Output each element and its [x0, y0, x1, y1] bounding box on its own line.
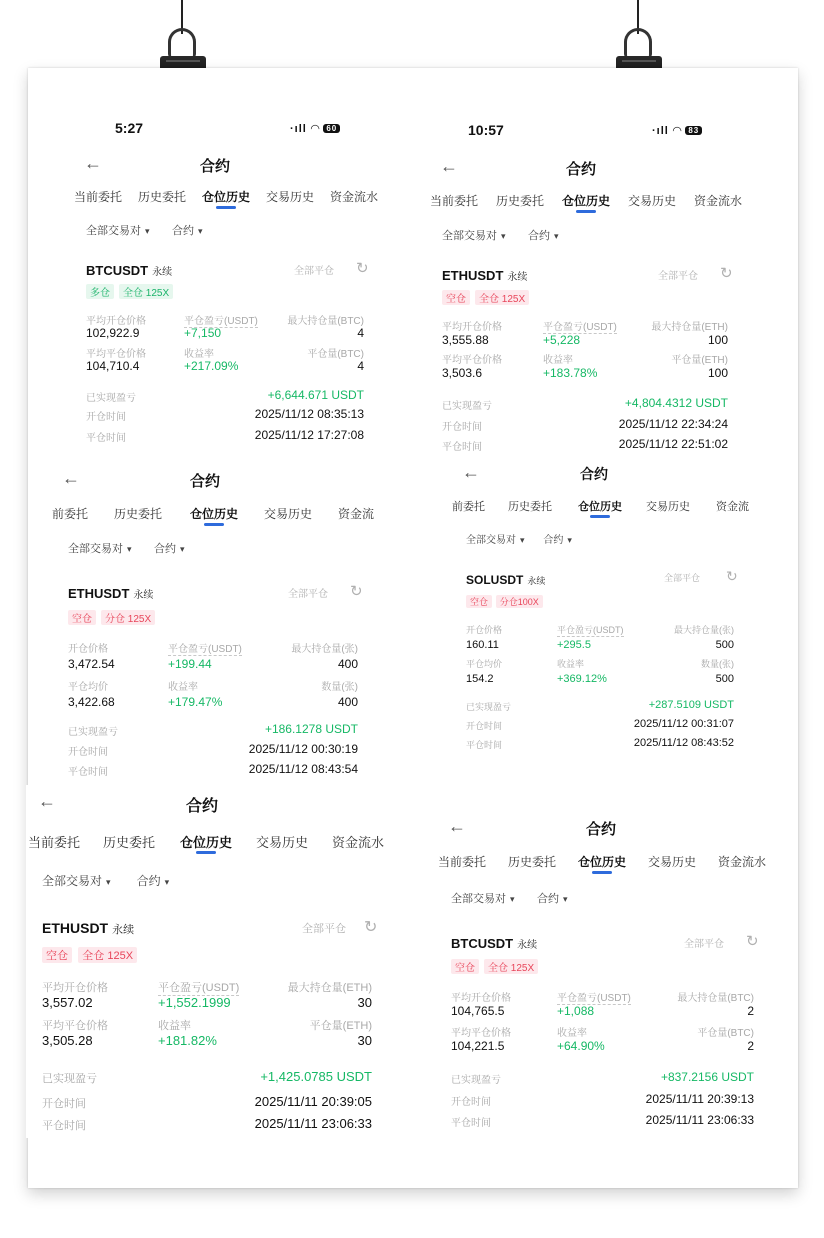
back-arrow-icon[interactable]: ← [448, 816, 466, 836]
close-time-label: 平仓时间 [466, 740, 503, 750]
roi-value: +217.09% [184, 359, 239, 373]
roi-value: +181.82% [158, 1033, 217, 1048]
close-pnl-label: 平仓盈亏(USDT) [557, 625, 624, 635]
chevron-down-icon: ▾ [563, 894, 568, 904]
filter-label: 全部交易对 [68, 543, 123, 555]
back-arrow-icon[interactable]: ← [462, 462, 480, 482]
tab-2[interactable]: 仓位历史 [578, 501, 622, 513]
active-tab-indicator [590, 515, 610, 518]
tab-2[interactable]: 仓位历史 [562, 194, 611, 208]
status-time: 5:27 [115, 120, 144, 136]
close-pnl-label: 平仓盈亏(USDT) [543, 318, 617, 334]
realized-pnl-value: +1,425.0785 USDT [260, 1069, 372, 1084]
filter-all-pairs-dropdown[interactable] [86, 222, 150, 238]
close-all-button[interactable]: 全部平仓 [658, 271, 698, 282]
symbol-name: ETHUSDT [442, 268, 504, 283]
filter-label: 合约 [154, 543, 176, 555]
chevron-down-icon: ▾ [501, 231, 506, 241]
symbol-row [68, 585, 153, 603]
filter-contract-dropdown[interactable] [543, 531, 572, 546]
close-all-button[interactable]: 全部平仓 [684, 939, 724, 950]
signal-icon: ·ıll [652, 125, 669, 137]
position-history-panel [26, 785, 386, 1138]
close-qty-value: 400 [337, 695, 358, 709]
tab-1[interactable]: 历史委托 [103, 835, 156, 850]
active-tab-indicator [592, 871, 612, 874]
symbol-name: BTCUSDT [451, 936, 514, 951]
chevron-down-icon: ▾ [554, 231, 559, 241]
symbol-row [442, 267, 527, 285]
chevron-down-icon: ▾ [180, 544, 185, 554]
symbol-name: BTCUSDT [86, 263, 149, 278]
realized-pnl-value: +287.5109 USDT [648, 699, 734, 711]
realized-pnl-value: +837.2156 USDT [660, 1070, 754, 1084]
close-all-button[interactable]: 全部平仓 [294, 266, 334, 277]
symbol-row [86, 262, 172, 280]
filter-all-pairs-dropdown[interactable] [442, 227, 506, 243]
filter-label: 合约 [537, 893, 559, 905]
filter-contract-dropdown[interactable] [172, 222, 203, 238]
roi-value: +64.90% [557, 1039, 605, 1053]
margin-leverage-badge: 全仓 125X [484, 959, 538, 974]
open-time-label: 开仓时间 [451, 1097, 491, 1108]
close-time-value: 2025/11/12 22:51:02 [618, 437, 728, 451]
max-qty-value: 30 [357, 995, 372, 1010]
realized-pnl-label: 已实现盈亏 [86, 393, 136, 404]
tab-1[interactable]: 历史委托 [138, 190, 187, 204]
close-time-value: 2025/11/12 08:43:54 [248, 762, 358, 776]
max-qty-value: 4 [357, 326, 364, 340]
roi-label: 收益率 [168, 682, 198, 693]
filter-contract-dropdown[interactable] [154, 540, 185, 556]
margin-leverage-badge: 全仓 125X [78, 947, 137, 963]
max-qty-label: 最大持仓量(张) [291, 644, 358, 655]
roi-value: +183.78% [543, 366, 598, 380]
max-qty-value: 100 [707, 333, 728, 347]
filter-label: 合约 [528, 230, 550, 242]
close-all-button[interactable]: 全部平仓 [288, 589, 328, 600]
close-price-value: 3,505.28 [42, 1033, 93, 1048]
tab-4[interactable]: 资金流水 [718, 855, 767, 869]
perpetual-label: 永续 [152, 267, 173, 278]
close-price-label: 平均平仓价格 [42, 1020, 108, 1032]
filter-label: 合约 [172, 225, 194, 237]
tab-0[interactable]: 当前委托 [74, 190, 123, 204]
side-badge: 空仓 [68, 610, 96, 625]
close-qty-label: 平仓量(BTC) [697, 1028, 754, 1039]
perpetual-label: 永续 [517, 940, 538, 951]
chevron-down-icon: ▾ [567, 535, 572, 545]
battery-icon: 60 [323, 124, 340, 133]
filter-label: 合约 [543, 535, 564, 546]
close-price-value: 154.2 [466, 673, 494, 685]
tab-3[interactable]: 交易历史 [646, 501, 690, 513]
open-price-value: 160.11 [466, 639, 499, 651]
wifi-icon: ◠ [672, 125, 683, 137]
tab-4[interactable]: 资金流 [338, 507, 375, 521]
max-qty-value: 400 [337, 657, 358, 671]
close-pnl-value: +199.44 [168, 657, 212, 671]
page-title: 合约 [566, 161, 597, 178]
open-price-value: 3,472.54 [68, 657, 115, 671]
side-badge: 空仓 [42, 947, 72, 963]
back-arrow-icon[interactable]: ← [440, 156, 458, 176]
roi-label: 收益率 [557, 659, 585, 669]
roi-label: 收益率 [184, 349, 214, 360]
tab-1[interactable]: 历史委托 [508, 855, 557, 869]
close-price-label: 平仓均价 [466, 659, 503, 669]
filter-all-pairs-dropdown[interactable] [466, 531, 525, 546]
close-price-value: 3,503.6 [442, 366, 483, 380]
close-price-label: 平均平仓价格 [86, 349, 146, 360]
close-price-label: 平均平仓价格 [442, 355, 502, 366]
open-time-value: 2025/11/12 00:31:07 [633, 718, 734, 730]
close-pnl-label: 平仓盈亏(USDT) [184, 312, 258, 328]
realized-pnl-value: +186.1278 USDT [264, 722, 358, 736]
close-pnl-label: 平仓盈亏(USDT) [168, 640, 242, 656]
symbol-name: SOLUSDT [466, 573, 524, 587]
chevron-down-icon: ▾ [198, 226, 203, 236]
page-title: 合约 [190, 473, 221, 490]
wifi-icon: ◠ [310, 123, 321, 135]
close-price-value: 104,710.4 [86, 359, 140, 373]
close-qty-value: 100 [707, 366, 728, 380]
open-time-label: 开仓时间 [86, 412, 126, 423]
close-qty-value: 2 [747, 1039, 754, 1053]
open-time-label: 开仓时间 [68, 747, 108, 758]
back-arrow-icon[interactable]: ← [84, 153, 102, 173]
open-time-value: 2025/11/12 00:30:19 [248, 742, 358, 756]
open-price-value: 102,922.9 [86, 326, 140, 340]
realized-pnl-value: +6,644.671 USDT [267, 388, 364, 402]
page-title: 合约 [580, 466, 608, 482]
status-time: 10:57 [468, 122, 504, 138]
side-badge: 多仓 [86, 284, 114, 299]
open-price-label: 开仓价格 [466, 625, 503, 635]
close-price-value: 3,422.68 [68, 695, 115, 709]
realized-pnl-value: +4,804.4312 USDT [624, 396, 728, 410]
refresh-icon[interactable]: ↻ [746, 933, 759, 950]
tab-3[interactable]: 交易历史 [628, 194, 677, 208]
perpetual-label: 永续 [527, 576, 546, 586]
max-qty-label: 最大持仓量(BTC) [287, 316, 364, 327]
filter-label: 全部交易对 [86, 225, 141, 237]
symbol-row [466, 571, 545, 589]
max-qty-label: 最大持仓量(ETH) [651, 322, 728, 333]
page-title: 合约 [186, 798, 219, 815]
position-history-panel [440, 458, 760, 759]
tab-0[interactable]: 前委托 [452, 501, 485, 513]
chevron-down-icon: ▾ [510, 894, 515, 904]
position-history-panel [436, 808, 776, 1135]
side-badge: 空仓 [451, 959, 479, 974]
open-time-label: 开仓时间 [442, 422, 482, 433]
tab-0[interactable]: 当前委托 [430, 194, 479, 208]
refresh-icon[interactable]: ↻ [356, 260, 369, 277]
close-qty-label: 平仓量(BTC) [307, 349, 364, 360]
roi-label: 收益率 [557, 1028, 587, 1039]
open-price-value: 3,557.02 [42, 995, 93, 1010]
close-qty-label: 平仓量(ETH) [671, 355, 728, 366]
perpetual-label: 永续 [112, 924, 135, 936]
margin-leverage-badge: 分仓100X [496, 595, 543, 608]
max-qty-value: 500 [715, 639, 734, 651]
close-all-button[interactable]: 全部平仓 [302, 923, 346, 935]
close-all-button[interactable]: 全部平仓 [664, 573, 701, 583]
status-bar-icons [652, 124, 702, 137]
open-price-label: 开仓价格 [68, 644, 108, 655]
roi-value: +369.12% [557, 673, 607, 685]
filter-all-pairs-dropdown[interactable] [68, 540, 132, 556]
side-badge: 空仓 [466, 595, 492, 608]
tab-2[interactable]: 仓位历史 [190, 507, 239, 521]
tab-1[interactable]: 历史委托 [114, 507, 163, 521]
tab-3[interactable]: 交易历史 [256, 835, 309, 850]
close-pnl-label: 平仓盈亏(USDT) [158, 979, 239, 996]
close-qty-label: 数量(张) [321, 682, 358, 693]
tab-2[interactable]: 仓位历史 [180, 835, 233, 850]
filter-contract-dropdown[interactable] [537, 890, 568, 906]
close-qty-label: 平仓量(ETH) [309, 1020, 372, 1032]
open-price-label: 平均开仓价格 [451, 993, 511, 1004]
realized-pnl-label: 已实现盈亏 [451, 1075, 501, 1086]
tab-0[interactable]: 前委托 [52, 507, 89, 521]
close-time-value: 2025/11/11 23:06:33 [254, 1116, 372, 1131]
tab-3[interactable]: 交易历史 [648, 855, 697, 869]
open-time-value: 2025/11/12 08:35:13 [254, 407, 364, 421]
max-qty-label: 最大持仓量(BTC) [677, 993, 754, 1004]
open-time-label: 开仓时间 [466, 721, 503, 731]
active-tab-indicator [576, 210, 596, 213]
filter-label: 全部交易对 [42, 874, 103, 888]
tab-4[interactable]: 资金流 [716, 501, 749, 513]
symbol-row [42, 920, 134, 938]
tab-1[interactable]: 历史委托 [508, 501, 552, 513]
chevron-down-icon: ▾ [145, 226, 150, 236]
filter-contract-dropdown[interactable] [528, 227, 559, 243]
position-history-panel [416, 110, 756, 459]
tab-4[interactable]: 资金流水 [332, 835, 385, 850]
perpetual-label: 永续 [133, 590, 154, 601]
max-qty-label: 最大持仓量(张) [674, 625, 734, 635]
tab-0[interactable]: 当前委托 [28, 835, 81, 850]
tab-2[interactable]: 仓位历史 [202, 190, 251, 204]
open-time-value: 2025/11/11 20:39:13 [645, 1092, 754, 1106]
close-qty-value: 500 [715, 673, 734, 685]
tab-2[interactable]: 仓位历史 [578, 855, 627, 869]
open-time-value: 2025/11/11 20:39:05 [254, 1094, 372, 1109]
realized-pnl-label: 已实现盈亏 [442, 401, 492, 412]
refresh-icon[interactable]: ↻ [364, 919, 378, 936]
close-qty-value: 4 [357, 359, 364, 373]
refresh-icon[interactable]: ↻ [350, 583, 363, 600]
tab-3[interactable]: 交易历史 [266, 190, 315, 204]
close-qty-label: 数量(张) [701, 659, 734, 669]
symbol-name: ETHUSDT [68, 586, 130, 601]
margin-leverage-badge: 全仓 125X [119, 284, 173, 299]
active-tab-indicator [196, 851, 216, 854]
status-bar-icons [290, 122, 340, 135]
close-time-value: 2025/11/11 23:06:33 [645, 1113, 754, 1127]
max-qty-label: 最大持仓量(ETH) [287, 982, 372, 994]
filter-label: 合约 [136, 874, 161, 888]
chevron-down-icon: ▾ [164, 877, 170, 887]
tab-0[interactable]: 当前委托 [438, 855, 487, 869]
page-title: 合约 [586, 821, 617, 838]
active-tab-indicator [216, 206, 236, 209]
filter-label: 全部交易对 [466, 535, 516, 546]
open-price-value: 3,555.88 [442, 333, 489, 347]
tab-4[interactable]: 资金流水 [694, 194, 743, 208]
position-history-panel [40, 460, 380, 784]
side-badge: 空仓 [442, 290, 470, 305]
close-pnl-value: +1,552.1999 [158, 995, 231, 1010]
page-title: 合约 [200, 158, 231, 175]
close-time-label: 平仓时间 [68, 767, 108, 778]
close-time-value: 2025/11/12 08:43:52 [633, 737, 734, 749]
filter-label: 全部交易对 [442, 230, 497, 242]
symbol-name: ETHUSDT [42, 920, 109, 936]
open-price-label: 平均开仓价格 [442, 322, 502, 333]
close-time-label: 平仓时间 [451, 1118, 491, 1129]
filter-contract-dropdown[interactable] [137, 872, 170, 889]
max-qty-value: 2 [747, 1004, 754, 1018]
close-time-label: 平仓时间 [442, 442, 482, 453]
open-price-value: 104,765.5 [451, 1004, 505, 1018]
position-history-panel [60, 110, 380, 450]
refresh-icon[interactable]: ↻ [726, 568, 738, 584]
realized-pnl-label: 已实现盈亏 [68, 727, 118, 738]
close-price-value: 104,221.5 [451, 1039, 505, 1053]
roi-value: +179.47% [168, 695, 223, 709]
close-pnl-value: +7,150 [184, 326, 222, 340]
close-pnl-value: +295.5 [557, 639, 591, 651]
open-time-value: 2025/11/12 22:34:24 [618, 417, 728, 431]
active-tab-indicator [204, 523, 224, 526]
battery-icon: 83 [685, 126, 702, 135]
close-pnl-value: +5,228 [543, 333, 581, 347]
chevron-down-icon: ▾ [106, 877, 111, 887]
open-time-label: 开仓时间 [42, 1098, 86, 1110]
close-qty-value: 30 [357, 1033, 372, 1048]
symbol-row [451, 935, 537, 953]
close-time-value: 2025/11/12 17:27:08 [254, 428, 364, 442]
open-price-label: 平均开仓价格 [42, 982, 108, 994]
realized-pnl-label: 已实现盈亏 [42, 1073, 97, 1085]
tab-4[interactable]: 资金流水 [330, 190, 379, 204]
back-arrow-icon[interactable]: ← [38, 791, 56, 811]
roi-label: 收益率 [158, 1020, 191, 1032]
perpetual-label: 永续 [507, 272, 528, 283]
close-price-label: 平均平仓价格 [451, 1028, 511, 1039]
close-time-label: 平仓时间 [42, 1120, 86, 1132]
filter-all-pairs-dropdown[interactable] [451, 890, 515, 906]
close-pnl-label: 平仓盈亏(USDT) [557, 989, 631, 1005]
filter-all-pairs-dropdown[interactable] [42, 872, 111, 889]
open-price-label: 平均开仓价格 [86, 316, 146, 327]
realized-pnl-label: 已实现盈亏 [466, 702, 512, 712]
tab-1[interactable]: 历史委托 [496, 194, 545, 208]
chevron-down-icon: ▾ [520, 535, 525, 545]
refresh-icon[interactable]: ↻ [720, 265, 733, 282]
close-pnl-value: +1,088 [557, 1004, 595, 1018]
margin-leverage-badge: 分仓 125X [101, 610, 155, 625]
back-arrow-icon[interactable]: ← [62, 468, 80, 488]
margin-leverage-badge: 全仓 125X [475, 290, 529, 305]
close-time-label: 平仓时间 [86, 433, 126, 444]
roi-label: 收益率 [543, 355, 573, 366]
chevron-down-icon: ▾ [127, 544, 132, 554]
close-price-label: 平仓均价 [68, 682, 108, 693]
filter-label: 全部交易对 [451, 893, 506, 905]
tab-3[interactable]: 交易历史 [264, 507, 313, 521]
signal-icon: ·ıll [290, 123, 307, 135]
